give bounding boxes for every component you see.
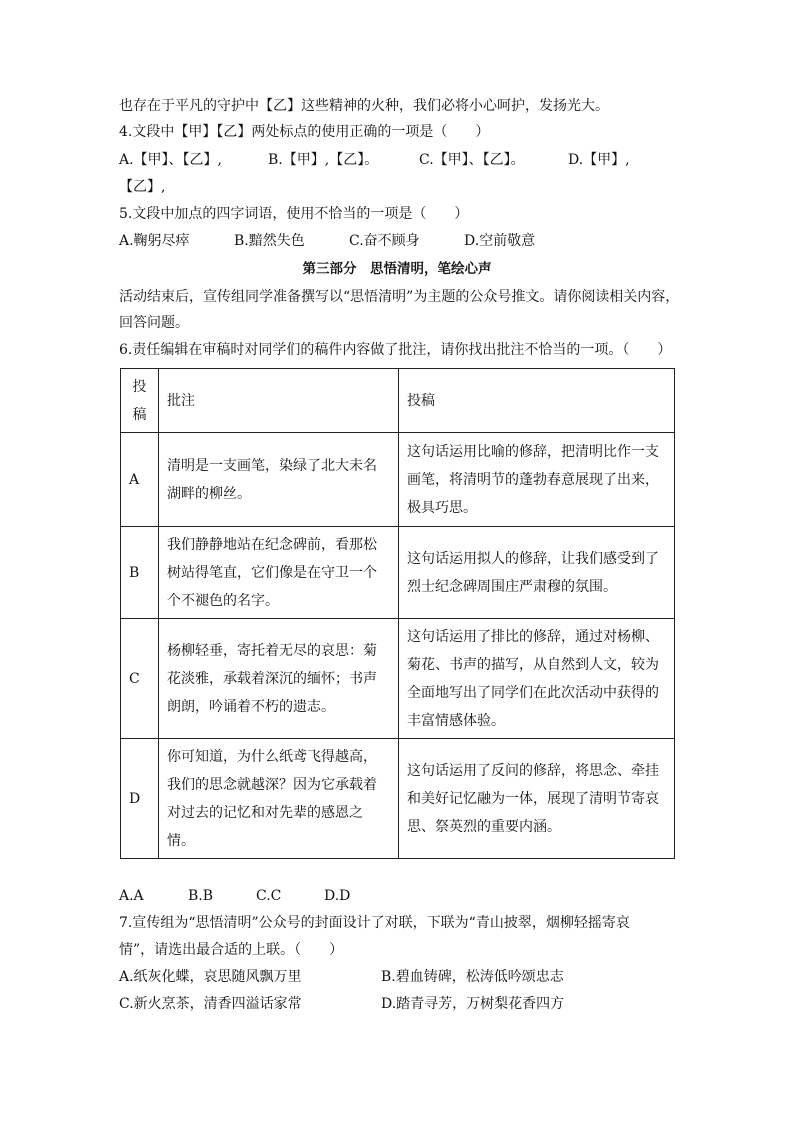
row-annotation-text: 这句话运用了排比的修辞，通过对杨柳、 菊花、书声的描写，从自然到人文，较为 全面地写出了同学们在此次活动中获得的 丰富情感体验。 <box>399 619 675 739</box>
q6-option-c: C.C <box>256 888 282 904</box>
part3-intro-line1: 活动结束后，宣传组同学准备撰写以“思悟清明”为主题的公众号推文。请你阅读相关内容， <box>119 289 680 305</box>
q7-stem-line1: 7.宣传组为“思悟清明”公众号的封面设计了对联，下联为“青山披翠，烟柳轻摇寄哀 <box>119 915 630 931</box>
q4-stem: 4.文段中【甲】【乙】两处标点的使用正确的一项是（ ） <box>119 124 490 140</box>
q5-stem: 5.文段中加点的四字词语，使用不恰当的一项是（ ） <box>119 206 469 222</box>
table-header-row <box>121 369 675 433</box>
q6-option-d: D.D <box>324 888 351 904</box>
q6-option-b: B.B <box>188 888 214 904</box>
annotation-table <box>120 368 675 859</box>
row-draft-text: 清明是一支画笔，染绿了北大未名 湖畔的柳丝。 <box>159 433 399 527</box>
q7-option-a: A.纸灰化蝶，哀思随风飘万里 <box>119 969 302 985</box>
q4-option-d: D.【甲】, <box>568 152 630 168</box>
row-key: A <box>121 433 159 527</box>
table-row <box>121 739 675 859</box>
row-annotation-text: 这句话运用了反问的修辞，将思念、牵挂 和美好记忆融为一体，展现了清明节寄哀 思、祭英烈的重要内涵。 <box>399 739 675 859</box>
header-annotation: 批注 <box>159 369 399 433</box>
table-row <box>121 527 675 619</box>
q7-option-c: C.新火烹茶，清香四溢话家常 <box>119 996 302 1012</box>
row-key: C <box>121 619 159 739</box>
q4-option-b: B.【甲】,【乙】。 <box>268 152 379 168</box>
row-annotation-text: 这句话运用拟人的修辞，让我们感受到了 烈士纪念碑周围庄严肃穆的氛围。 <box>399 527 675 619</box>
table-row <box>121 433 675 527</box>
table-row <box>121 619 675 739</box>
header-draft: 投稿 <box>399 369 675 433</box>
q5-option-c: C.奋不顾身 <box>349 233 420 249</box>
row-draft-text: 杨柳轻垂，寄托着无尽的哀思：菊 花淡雅，承载着深沉的缅怀；书声 朗朗，吟诵着不朽的遗志。 <box>159 619 399 739</box>
part3-title: 第三部分 思悟清明，笔绘心声 <box>302 261 492 277</box>
q4-option-d-continued: 【乙】, <box>119 179 166 195</box>
q7-option-b: B.碧血铸碑，松涛低吟颂忠志 <box>381 969 564 985</box>
row-key: D <box>121 739 159 859</box>
q6-stem: 6.责任编辑在审稿时对同学们的稿件内容做了批注，请你找出批注不恰当的一项。（ ） <box>119 342 672 358</box>
intro-tail-text: 也存在于平凡的守护中【乙】这些精神的火种，我们必将小心呵护，发扬光大。 <box>119 98 609 114</box>
q7-option-d: D.踏青寻芳，万树梨花香四方 <box>381 996 565 1012</box>
header-draft-number: 投 稿 <box>121 369 159 433</box>
q4-option-c: C.【甲】、【乙】。 <box>419 152 525 168</box>
q5-option-b: B.黯然失色 <box>234 233 305 249</box>
q6-option-a: A.A <box>119 888 144 904</box>
part3-intro-line2: 回答问题。 <box>119 315 189 331</box>
q4-option-a: A.【甲】、【乙】, <box>119 152 223 168</box>
row-draft-text: 你可知道，为什么纸鸢飞得越高， 我们的思念就越深？因为它承载着 对过去的记忆和对先辈的感恩之 情。 <box>159 739 399 859</box>
row-draft-text: 我们静静地站在纪念碑前，看那松 树站得笔直，它们像是在守卫一个 个不褪色的名字。 <box>159 527 399 619</box>
q7-stem-line2: 情”，请选出最合适的上联。（ ） <box>119 942 344 958</box>
q5-option-a: A.鞠躬尽瘁 <box>119 233 190 249</box>
row-annotation-text: 这句话运用比喻的修辞，把清明比作一支 画笔，将清明节的蓬勃春意展现了出来， 极具巧思。 <box>399 433 675 527</box>
row-key: B <box>121 527 159 619</box>
q5-option-d: D.空前敬意 <box>464 233 536 249</box>
